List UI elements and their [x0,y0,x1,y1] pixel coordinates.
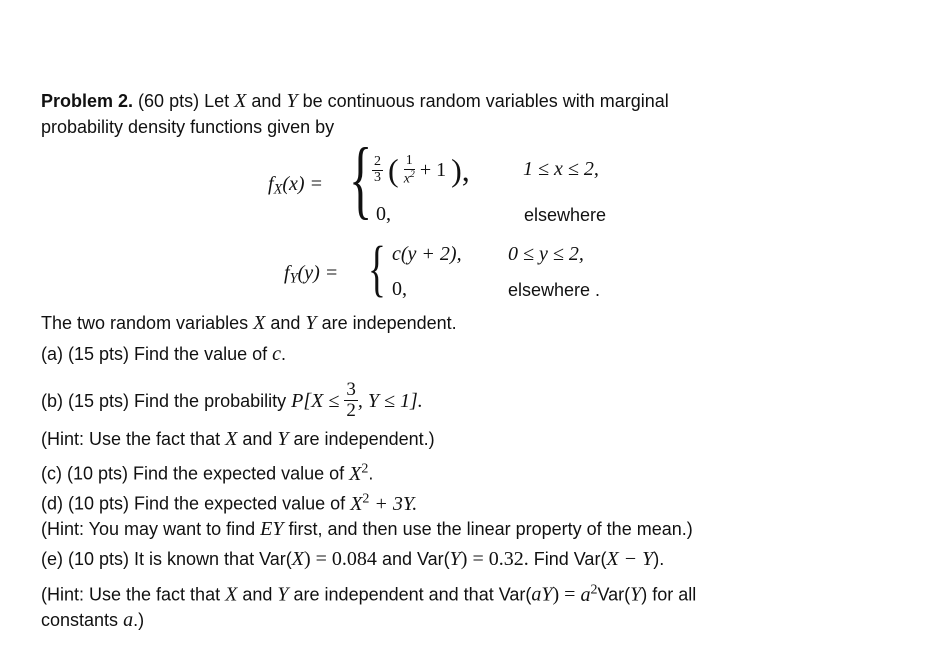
fx-brace: { [349,131,373,228]
problem-heading: Problem 2. [41,91,134,111]
fx-case1-expr: $\frac{2}{3}$ ( $\frac{1}{x^2}$ + 1 ), [374,152,470,188]
part-d: (d) (10 pts) Find the expected value of $X^2 + 3Y$. [41,491,418,515]
part-b: (b) (15 pts) Find the probability P[X ≤ $\frac{3}{2}$ , Y ≤ 1]. [41,379,423,421]
fx-case2-value: 0, [376,203,391,225]
intro-text-2: be continuous random variables with marginal [302,91,669,111]
independence-line: The two random variables X and Y are independent. [41,312,457,334]
fx-case2-cond: elsewhere [524,205,607,225]
fx-case1-cond: 1 ≤ x ≤ 2, [523,158,599,180]
problem-points: (60 pts) [138,91,200,111]
fy-case2-cond: elsewhere . [508,280,601,300]
fy-lhs: $f_Y(y)$ = [284,262,339,287]
and-text: and [251,91,282,111]
fy-case1-value: c(y + 2), [392,243,462,265]
hint-3: (Hint: Use the fact that X and Y are independent and that $Var(aY) = a^2Var(Y)$ for all [41,582,697,606]
hint-1: (Hint: Use the fact that X and Y are independent.) [41,428,435,450]
fx-lhs: $f_X(x)$ = [268,173,324,198]
intro-text: Let [204,91,230,111]
fy-case2-value: 0, [392,278,407,300]
problem-intro [41,90,669,112]
var-y: Y [286,90,298,112]
part-c: (c) (10 pts) Find the expected value of $X^2$. [41,461,374,485]
problem-intro-line2: probability density functions given by [41,117,335,137]
var-x: X [234,90,247,112]
hint-2: (Hint: You may want to find EY first, and then use the linear property of the mean.) [41,518,693,540]
fy-brace: { [368,235,386,303]
part-a: (a) (15 pts) Find the value of c. [41,343,287,365]
fy-case1-cond: 0 ≤ y ≤ 2, [508,243,584,265]
part-e: (e) (10 pts) It is known that Var(X) = 0.084 and Var(Y) = 0.32. Find Var(X − Y). [41,548,665,570]
hint-3-line2: constants a.) [41,609,145,631]
